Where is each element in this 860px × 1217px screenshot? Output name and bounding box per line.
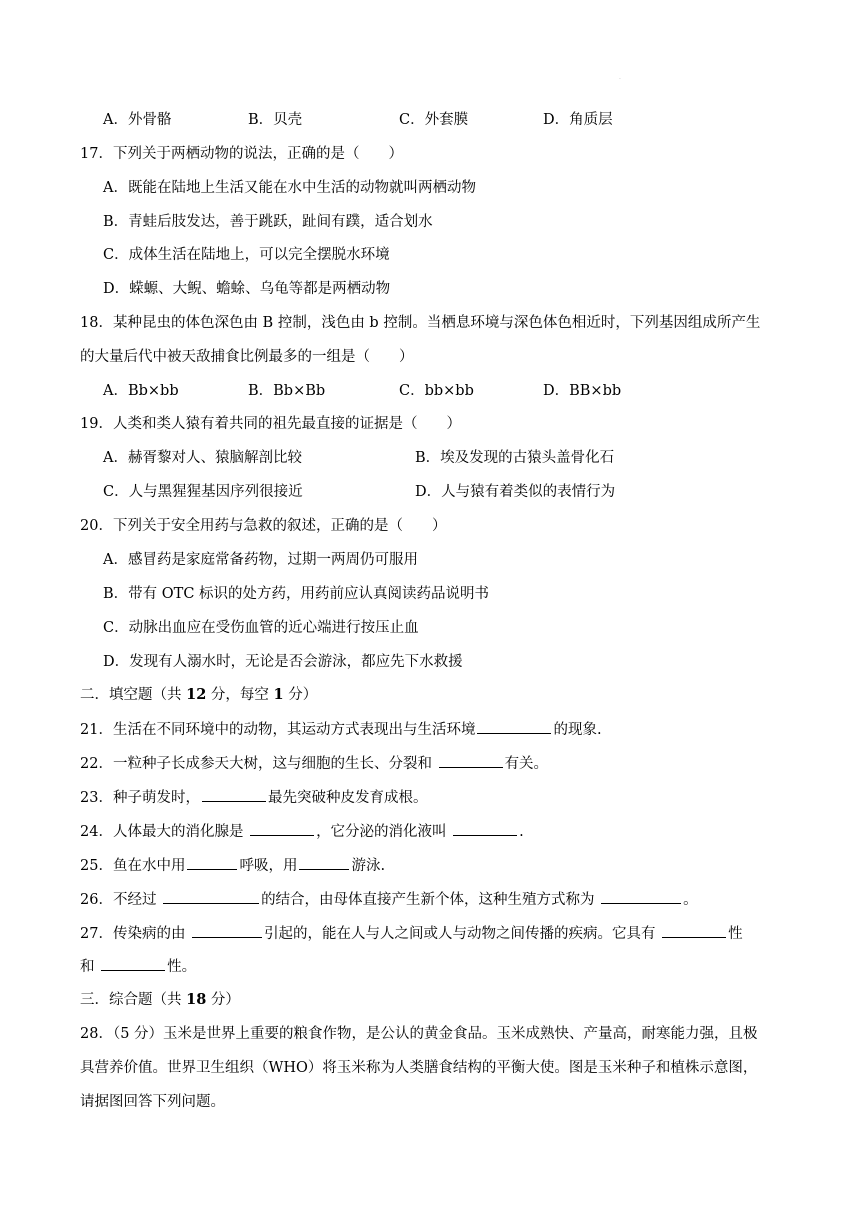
q28-line2: 具营养价值。世界卫生组织（WHO）将玉米称为人类膳食结构的平衡大使。图是玉米种子和植株示意图， [80,1060,758,1076]
q18-option-b[interactable]: B．Bb×Bb [248,383,326,399]
q17-stem: 17．下列关于两栖动物的说法，正确的是（ ） [80,146,403,162]
q24-blank-2[interactable] [453,821,517,836]
corner-mark: · [619,76,621,83]
section3-total: 18 [186,991,207,1008]
q28-line3: 请据图回答下列问题。 [80,1094,225,1110]
q16-option-a[interactable]: A．外骨骼 [103,112,172,128]
q23-blank[interactable] [202,787,266,802]
q19-option-b[interactable]: B．埃及发现的古猿头盖骨化石 [415,450,615,466]
q26-blank-1[interactable] [163,889,259,904]
q22-blank[interactable] [439,753,503,768]
q21-blank[interactable] [477,719,551,734]
q18-stem-line2: 的大量后代中被天敌捕食比例最多的一组是（ ） [80,349,414,365]
q18-option-a[interactable]: A．Bb×bb [103,383,179,399]
q27-blank-2[interactable] [662,923,726,938]
q17-option-b[interactable]: B．青蛙后肢发达，善于跳跃，趾间有蹼，适合划水 [103,214,433,230]
q22: 22．一粒种子长成参天大树，这与细胞的生长、分裂和 有关。 [80,753,548,774]
section2-each: 1 [273,686,284,703]
q16-option-c[interactable]: C．外套膜 [399,112,469,128]
q27-blank-1[interactable] [192,923,262,938]
q20-option-c[interactable]: C．动脉出血应在受伤血管的近心端进行按压止血 [103,620,419,636]
q16-option-b[interactable]: B．贝壳 [248,112,303,128]
q19-option-a[interactable]: A．赫胥黎对人、猿脑解剖比较 [103,450,302,466]
q18-option-c[interactable]: C．bb×bb [399,383,474,399]
q27-line2: 和 性。 [80,956,196,977]
q19-option-c[interactable]: C．人与黑猩猩基因序列很接近 [103,484,303,500]
q17-option-d[interactable]: D．蝾螈、大鲵、蟾蜍、乌龟等都是两栖动物 [103,281,391,297]
q20-option-b[interactable]: B．带有 OTC 标识的处方药，用药前应认真阅读药品说明书 [103,586,490,602]
q20-option-a[interactable]: A．感冒药是家庭常备药物，过期一两周仍可服用 [103,552,418,568]
q20-option-d[interactable]: D．发现有人溺水时，无论是否会游泳，都应先下水救援 [103,654,463,670]
q17-option-c[interactable]: C．成体生活在陆地上，可以完全摆脱水环境 [103,247,390,263]
q21: 21．生活在不同环境中的动物，其运动方式表现出与生活环境 的现象. [80,719,602,740]
q27-blank-3[interactable] [101,956,165,971]
q18-stem-line1: 18．某种昆虫的体色深色由 B 控制，浅色由 b 控制。当栖息环境与深色体色相近时，下列基因组成所产生 [80,315,761,331]
section2-total: 12 [186,686,207,703]
q18-option-d[interactable]: D．BB×bb [543,383,622,399]
section2-heading: 二．填空题（共 12 分，每空 1 分） [80,686,318,703]
q28-line1: 28．（5 分）玉米是世界上重要的粮食作物，是公认的黄金食品。玉米成熟快、产量高，耐寒能力强，且极 [80,1026,758,1042]
q19-stem: 19．人类和类人猿有着共同的祖先最直接的证据是（ ） [80,416,461,432]
q17-option-a[interactable]: A．既能在陆地上生活又能在水中生活的动物就叫两栖动物 [103,180,476,196]
q24: 24．人体最大的消化腺是 ，它分泌的消化液叫 . [80,821,524,842]
q23: 23．种子萌发时， 最先突破种皮发育成根。 [80,787,427,808]
q26: 26．不经过 的结合，由母体直接产生新个体，这种生殖方式称为 。 [80,889,698,910]
q25-blank-2[interactable] [299,855,349,870]
q16-option-d[interactable]: D．角质层 [543,112,613,128]
q25: 25．鱼在水中用 呼吸，用 游泳. [80,855,385,876]
q24-blank-1[interactable] [250,821,314,836]
q20-stem: 20．下列关于安全用药与急救的叙述，正确的是（ ） [80,518,447,534]
q26-blank-2[interactable] [601,889,681,904]
q25-blank-1[interactable] [187,855,237,870]
q27-line1: 27．传染病的由 引起的，能在人与人之间或人与动物之间传播的疾病。它具有 性 [80,923,743,944]
section3-heading: 三．综合题（共 18 分） [80,991,240,1008]
q19-option-d[interactable]: D．人与猿有着类似的表情行为 [415,484,616,500]
